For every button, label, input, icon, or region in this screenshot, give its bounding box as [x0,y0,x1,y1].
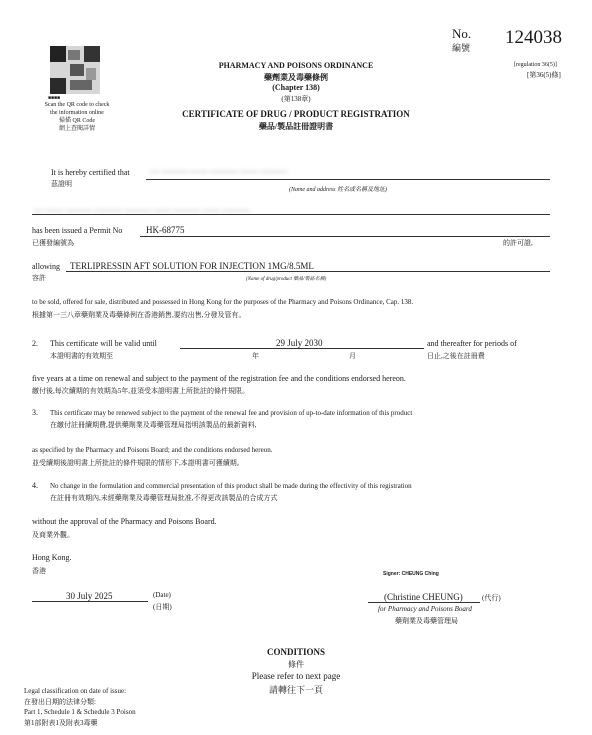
clause-2-text-zh-c: 繳付後,每次續期的有效期為5年,並須受本證明書上所批註的條件規限。 [32,387,249,395]
clause-2-text-c: five years at a time on renewal and subject to the payment of the registration fee and the conditions endorsed hereon. [32,374,406,383]
qr-caption-line: the information online [50,110,104,116]
clause-4-number: 4. [32,481,38,490]
qr-caption-line: 網上查閱詳情 [58,126,95,132]
date-label-zh: (日期) [153,603,172,611]
ordinance-title-zh: 藥劑業及毒藥條例 [264,73,328,82]
issue-date-line [32,601,148,602]
permit-line [140,236,550,237]
signer-name: (Christine CHEUNG) [384,592,463,602]
place-text-zh: 香港 [32,567,46,575]
qr-caption-line: 掃描 QR Code [58,118,95,124]
clause-2-text-zh: 本證明書的有效期至 [50,352,113,360]
certificate-title-zh: 藥品/製品註冊證明書 [258,122,334,131]
holder-address-redacted: — —— ——— ——— ——— —— ——— —— ——— [34,205,250,215]
certificate-number: 124038 [505,27,562,48]
legal-classification-value: Part 1, Schedule 1 & Schedule 3 Poison [24,708,136,716]
holder-name-line [146,179,550,180]
issue-date: 30 July 2025 [66,591,113,601]
clause-3-text-zh: 在繳付註冊續期費,提供藥劑業及毒藥管理局指明該製品的最新資料, [50,421,257,429]
conditions-heading: CONDITIONS [266,647,325,657]
regulation-en: [regulation 36(5)] [514,62,557,68]
name-address-label: (Name and address 姓名或名稱及地址) [289,187,387,193]
chapter-number: (Chapter 138) [272,83,320,92]
valid-until-line [180,348,424,349]
board-name: for Pharmacy and Poisons Board [378,605,472,613]
no-label-zh: 編號 [452,43,471,53]
conditions-heading-zh: 條件 [288,660,304,669]
clause-3-text-zh-b: 並受續期後證明書上所批註的條件規限的情形下,本證明書可獲續期。 [32,459,244,467]
qr-caption-line: Scan the QR code to check [44,102,110,108]
legal-classification-label-zh: 在發出日期的法律分類: [24,698,96,706]
clause-3-number: 3. [32,408,38,417]
clause-2-text-zh-b: 日止,之後在註冊費 [427,352,485,360]
clause-2-text-b: and thereafter for periods of [427,339,517,348]
holder-name-redacted: — ——— —— ——— —— ——— [150,166,288,176]
valid-until-date: 29 July 2030 [276,338,323,348]
permit-text: has been issued a Permit No [32,226,123,235]
clause-1-text-zh: 根據第一三八章藥劑業及毒藥條例在香港銷售,要約出售,分發及管有。 [32,311,246,319]
signature-line [368,602,480,603]
next-page-note: Please refer to next page [251,671,341,681]
clause-4-text-b: without the approval of the Pharmacy and Poisons Board. [32,517,217,526]
clause-4-text-zh-b: 及商業外觀。 [32,531,74,539]
permit-number: HK-68775 [146,225,185,235]
clause-1-text: to be sold, offered for sale, distributed and possessed in Hong Kong for the purposes of the Pharmacy and Poisons Ordinance, Cap. 138. [32,298,414,306]
signer-name-zh: (代行) [482,594,501,602]
certify-text-zh: 茲證明 [51,180,72,188]
certificate-title: CERTIFICATE OF DRUG / PRODUCT REGISTRATION [182,109,410,119]
year-label-zh: 年 [252,352,259,360]
no-label: No. [452,26,472,41]
ordinance-title: PHARMACY AND POISONS ORDINANCE [218,61,374,70]
board-name-zh: 藥劑業及毒藥管理局 [395,617,458,625]
signer-note: Signer: CHEUNG Ching [383,571,439,577]
allowing-text-zh: 容許 [32,274,46,282]
date-label: (Date) [153,591,171,599]
allowing-text: allowing [32,262,60,271]
permit-suffix-zh: 的許可證, [503,239,533,247]
clause-2-number: 2. [32,339,38,348]
clause-3-text: This certificate may be renewed subject to the payment of the renewal fee and provision of up-to-date information of this product [50,409,413,417]
qr-caption [33,101,121,133]
clause-4-text-zh: 在註冊有效期內,未經藥劑業及毒藥管理局批准,不得更改該製品的合成方式 [50,494,278,502]
month-label-zh: 月 [349,352,356,360]
clause-3-text-b: as specified by the Pharmacy and Poisons Board; and the conditions endorsed hereon. [32,446,273,454]
place-text: Hong Kong. [32,553,72,562]
next-page-note-zh: 請轉往下一頁 [268,685,323,695]
legal-classification-value-zh: 第1部附表1及附表3毒藥 [24,719,98,727]
product-name: TERLIPRESSIN AFT SOLUTION FOR INJECTION 1MG/8.5ML [70,261,314,271]
product-line [66,271,550,272]
product-name-label: (Name of drug/product 藥品/製品名稱) [246,277,327,282]
clause-4-text: No change in the formulation and commercial presentation of this product shall be made during the effectivity of this registration [50,482,412,490]
qr-code [50,46,100,94]
permit-text-zh: 已獲發編號為 [32,239,74,247]
qr-small-text: ■■■■ [48,96,61,101]
holder-address-line [32,214,550,215]
legal-classification-label: Legal classification on date of issue: [24,687,127,695]
chapter-number-zh: (第138章) [281,95,311,103]
clause-2-text: This certificate will be valid until [50,339,157,348]
certify-text: It is hereby certified that [51,168,130,177]
regulation-zh: [第36(5)條] [527,71,561,79]
